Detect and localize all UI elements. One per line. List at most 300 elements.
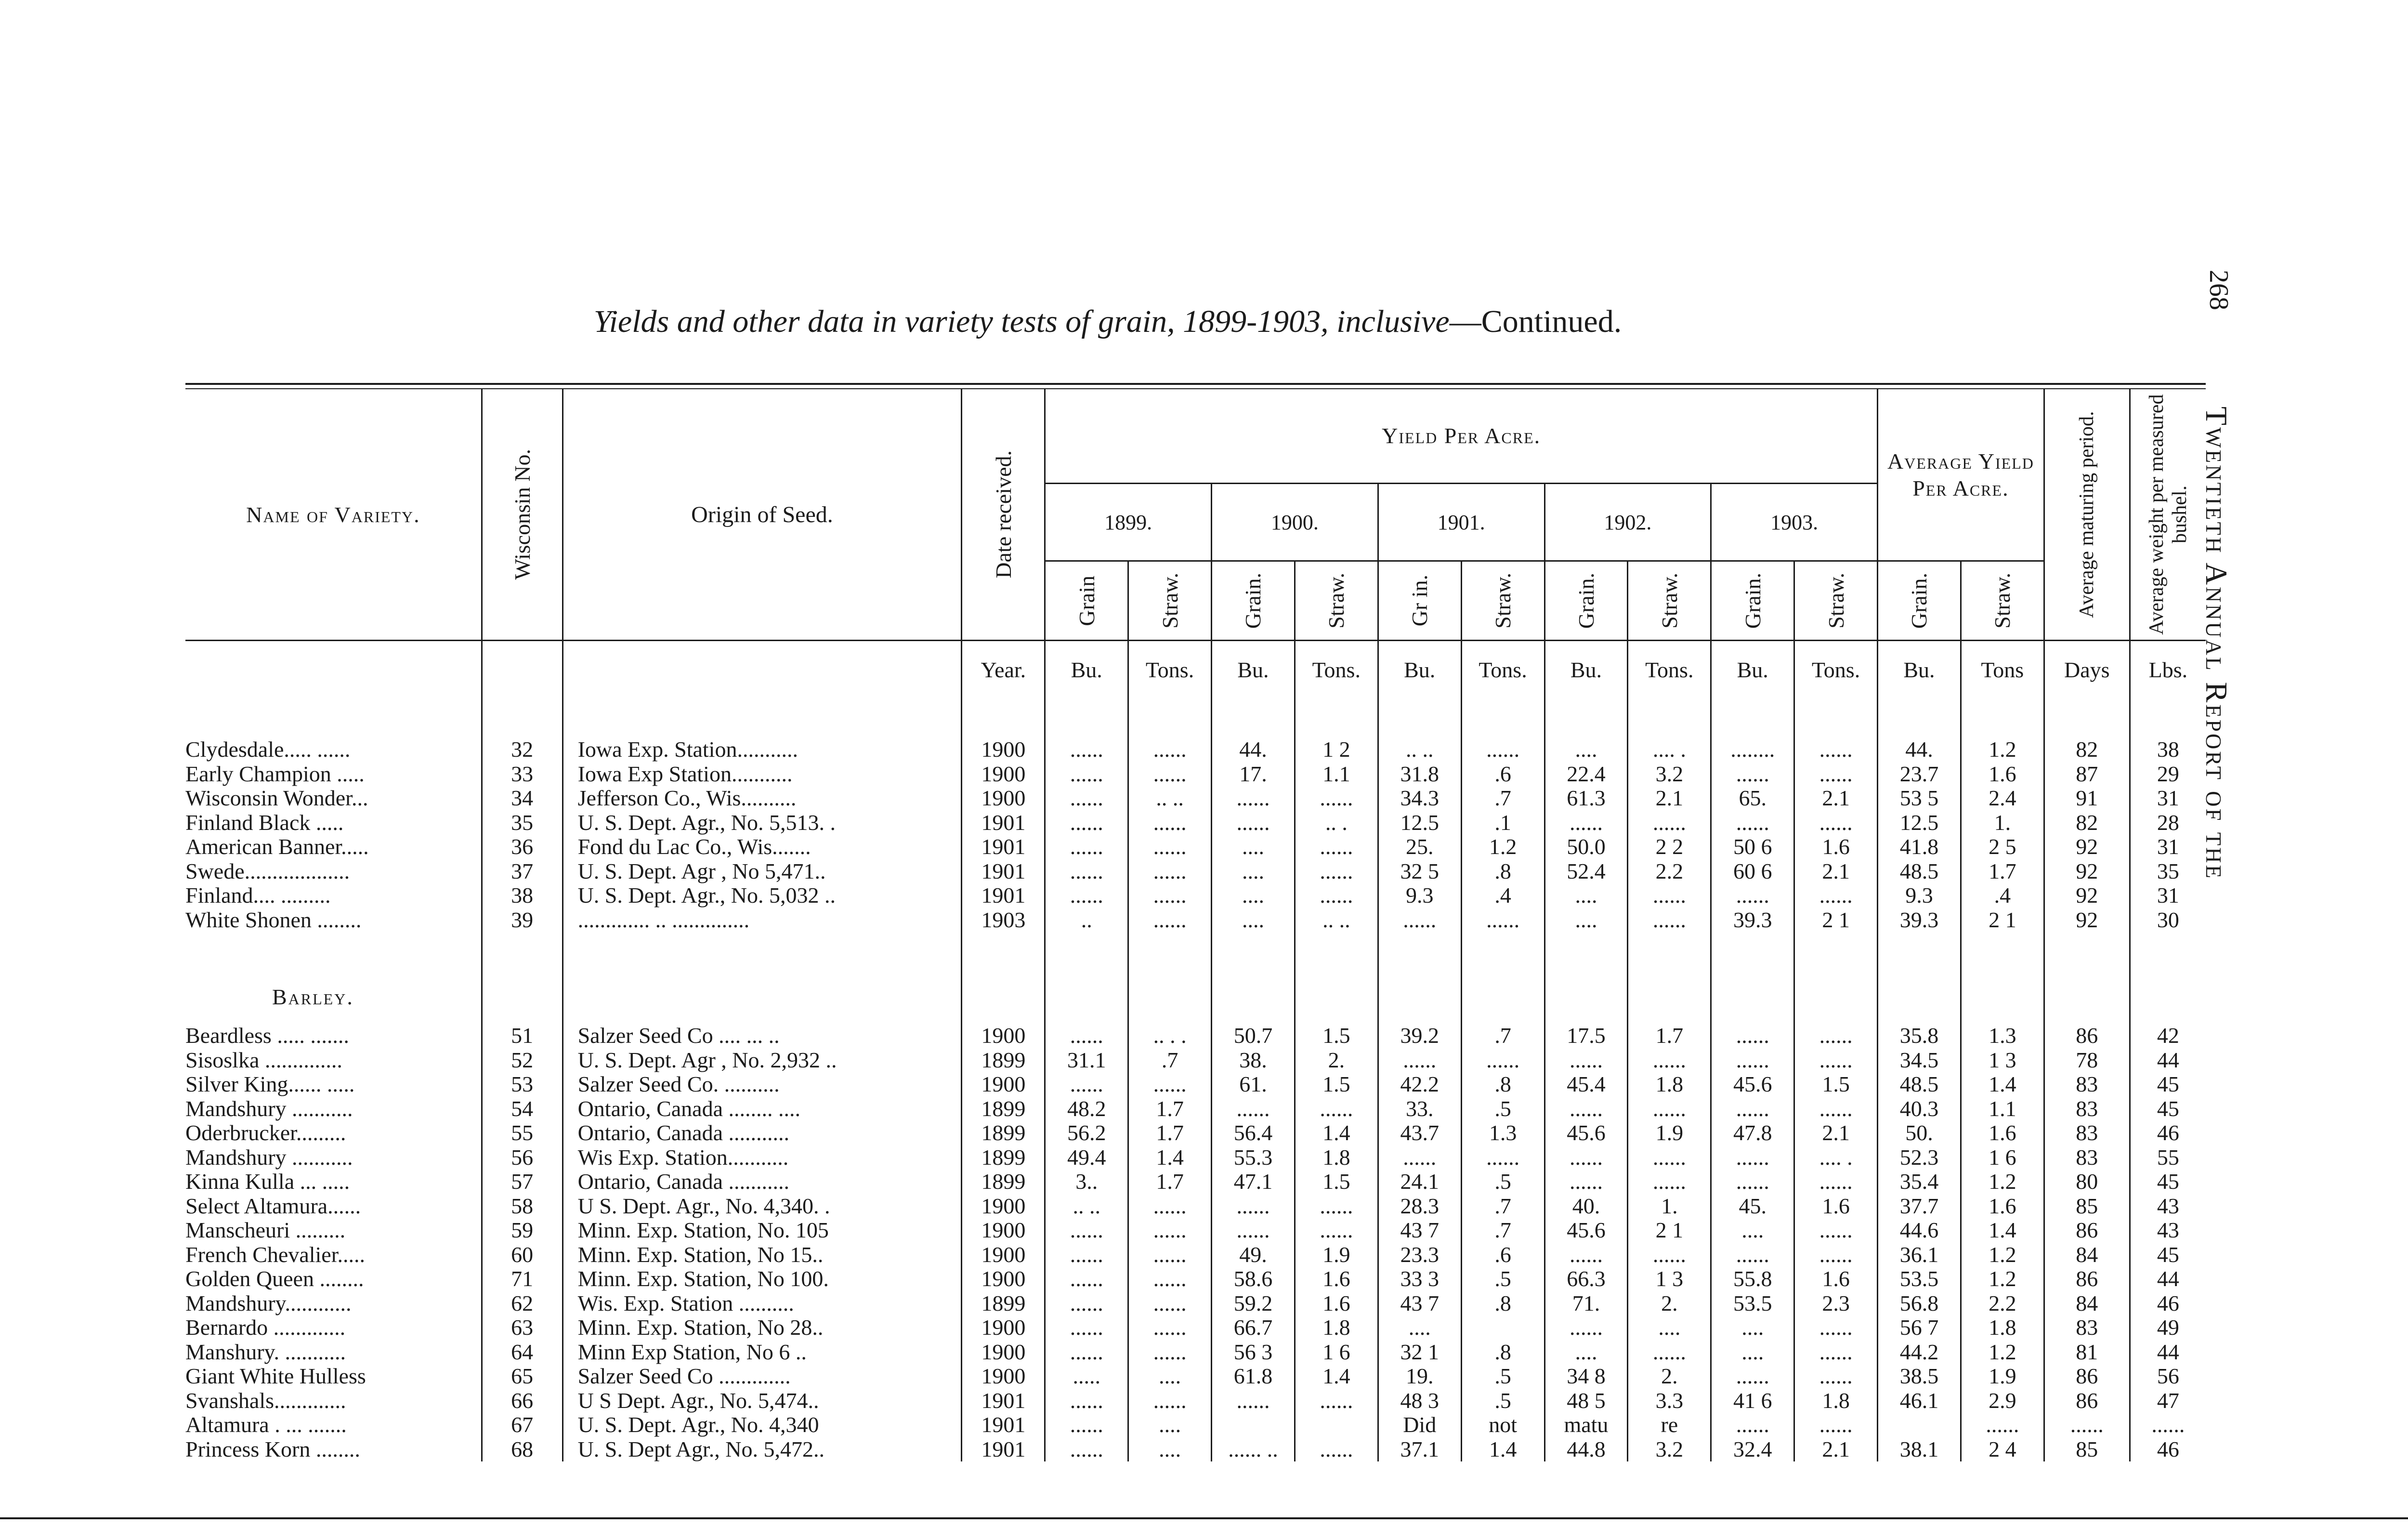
cell-weight-lbs: 55 — [2130, 1145, 2206, 1170]
col-1901-grain — [1378, 561, 1461, 641]
spacer-cell — [1878, 699, 1961, 737]
cell-variety-name: Giant White Hulless — [185, 1364, 366, 1389]
cell-straw-1901: ...... — [1461, 1145, 1544, 1170]
cell-grain-1902: 50.0 — [1544, 835, 1628, 859]
cell-maturing-days: 92 — [2044, 883, 2130, 908]
cell-date-received: 1901 — [962, 1413, 1045, 1437]
cell-grain-1902: 66.3 — [1544, 1267, 1628, 1291]
cell-maturing-days: 87 — [2044, 762, 2130, 787]
cell-straw-1899: .7 — [1128, 1048, 1212, 1073]
cell-variety-name: Silver King...... ..... — [185, 1072, 355, 1097]
variety-table — [185, 389, 2206, 1461]
cell-wisconsin-no: 65 — [482, 1364, 563, 1389]
cell-straw-1903: ...... — [1794, 811, 1878, 835]
cell-straw-1900: ...... — [1295, 786, 1378, 811]
cell-grain-1901: Did — [1378, 1413, 1461, 1437]
cell-grain-1903: ...... — [1711, 811, 1794, 835]
cell-maturing-days: 83 — [2044, 1121, 2130, 1145]
blank-cell — [482, 971, 563, 1024]
cell-straw-1903: 1.5 — [1794, 1072, 1878, 1097]
unit-1901-bu: Bu. — [1378, 641, 1461, 699]
cell-straw-1901: .8 — [1461, 1291, 1544, 1316]
cell-straw-1902: 1.8 — [1628, 1072, 1711, 1097]
cell-straw-1901: .7 — [1461, 786, 1544, 811]
cell-straw-1902: 3.2 — [1628, 762, 1711, 787]
cell-straw-1903: 2.3 — [1794, 1291, 1878, 1316]
cell-maturing-days: 85 — [2044, 1437, 2130, 1462]
cell-straw-1900: ...... — [1295, 859, 1378, 884]
cell-origin: Salzer Seed Co. .......... — [563, 1072, 962, 1097]
cell-date-received: 1900 — [962, 1243, 1045, 1267]
blank-cell — [1628, 971, 1711, 1024]
blank-cell — [1295, 971, 1378, 1024]
cell-origin: Iowa Exp. Station........... — [563, 737, 962, 762]
cell-grain-1903: ...... — [1711, 1364, 1794, 1389]
cell-date-received: 1900 — [962, 1218, 1045, 1243]
cell-avg-straw: 1. — [1961, 811, 2044, 835]
unit-1903-bu: Bu. — [1711, 641, 1794, 699]
cell-grain-1900: 61. — [1212, 1072, 1295, 1097]
cell-grain-1899: ...... — [1045, 883, 1128, 908]
cell-maturing-days: 86 — [2044, 1364, 2130, 1389]
cell-straw-1903: 2.1 — [1794, 786, 1878, 811]
cell-grain-1899: 31.1 — [1045, 1048, 1128, 1073]
cell-straw-1902: .... — [1628, 1316, 1711, 1340]
cell-straw-1903: ...... — [1794, 883, 1878, 908]
cell-variety-name: Oderbrucker......... — [185, 1121, 346, 1145]
table-row — [185, 1097, 2206, 1121]
cell-variety-name: Bernardo ............. — [185, 1316, 346, 1340]
cell-origin: Minn. Exp. Station, No 15.. — [563, 1243, 962, 1267]
table-row — [185, 1316, 2206, 1340]
cell-variety-name: Mandshury ........... — [185, 1145, 353, 1170]
cell-grain-1902: .... — [1544, 737, 1628, 762]
cell-weight-lbs: 44 — [2130, 1267, 2206, 1291]
running-title: Twentieth Annual Report of the — [2199, 407, 2234, 881]
cell-grain-1900 — [1212, 1413, 1295, 1437]
spacer-cell — [1212, 699, 1295, 737]
cell-wisconsin-no: 60 — [482, 1243, 563, 1267]
cell-grain-1902: ...... — [1544, 1145, 1628, 1170]
cell-straw-1902: ...... — [1628, 1048, 1711, 1073]
cell-grain-1902: .... — [1544, 1340, 1628, 1365]
cell-maturing-days: 83 — [2044, 1145, 2130, 1170]
cell-variety-name: Early Champion ..... — [185, 762, 365, 786]
cell-grain-1899: ...... — [1045, 762, 1128, 787]
cell-weight-lbs: 42 — [2130, 1024, 2206, 1048]
table-row — [185, 1218, 2206, 1243]
cell-straw-1902: 2.1 — [1628, 786, 1711, 811]
cell-maturing-days: 82 — [2044, 811, 2130, 835]
cell-grain-1902: 61.3 — [1544, 786, 1628, 811]
cell-origin: Minn. Exp. Station, No 28.. — [563, 1316, 962, 1340]
cell-straw-1901: .5 — [1461, 1170, 1544, 1194]
cell-grain-1901: 31.8 — [1378, 762, 1461, 787]
col-1900-grain-label: Grain. — [1241, 573, 1266, 629]
cell-variety-name: Clydesdale..... ...... — [185, 737, 351, 762]
spacer-cell — [1961, 699, 2044, 737]
cell-straw-1899: ...... — [1128, 1218, 1212, 1243]
cell-straw-1903: ...... — [1794, 1097, 1878, 1121]
cell-avg-grain: 44. — [1878, 737, 1961, 762]
cell-origin: Iowa Exp Station........... — [563, 762, 962, 787]
cell-grain-1903: ...... — [1711, 1413, 1794, 1437]
cell-straw-1903: 1.8 — [1794, 1389, 1878, 1413]
col-1900-straw-label: Straw. — [1324, 573, 1349, 629]
cell-origin: Fond du Lac Co., Wis....... — [563, 835, 962, 859]
cell-grain-1902: .... — [1544, 883, 1628, 908]
col-avg-weight-label: Average weight per measured bushel. — [2145, 394, 2191, 635]
blank-cell — [1544, 932, 1628, 971]
cell-weight-lbs: 45 — [2130, 1072, 2206, 1097]
cell-grain-1899: ...... — [1045, 786, 1128, 811]
cell-origin: Minn. Exp. Station, No 100. — [563, 1267, 962, 1291]
table-row — [185, 1364, 2206, 1389]
cell-grain-1902: 17.5 — [1544, 1024, 1628, 1048]
unit-blank-no — [482, 641, 563, 699]
cell-straw-1899: .... — [1128, 1364, 1212, 1389]
cell-wisconsin-no: 52 — [482, 1048, 563, 1073]
cell-grain-1900: 61.8 — [1212, 1364, 1295, 1389]
cell-wisconsin-no: 62 — [482, 1291, 563, 1316]
unit-avg-bu: Bu. — [1878, 641, 1961, 699]
cell-grain-1903: ........ — [1711, 737, 1794, 762]
cell-grain-1901: 24.1 — [1378, 1170, 1461, 1194]
cell-grain-1903: ...... — [1711, 1097, 1794, 1121]
cell-wisconsin-no: 55 — [482, 1121, 563, 1145]
spacer-cell — [2130, 699, 2206, 737]
cell-avg-straw: 2.9 — [1961, 1389, 2044, 1413]
cell-maturing-days: 83 — [2044, 1097, 2130, 1121]
cell-grain-1902: 48 5 — [1544, 1389, 1628, 1413]
spacer-cell — [1711, 699, 1794, 737]
cell-grain-1899: ...... — [1045, 1340, 1128, 1365]
blank-cell — [2044, 971, 2130, 1024]
cell-grain-1900: 58.6 — [1212, 1267, 1295, 1291]
cell-date-received: 1903 — [962, 908, 1045, 933]
cell-straw-1901: 1.3 — [1461, 1121, 1544, 1145]
cell-weight-lbs: 45 — [2130, 1097, 2206, 1121]
cell-variety-name: Swede................... — [185, 859, 350, 883]
cell-grain-1899: ...... — [1045, 835, 1128, 859]
cell-straw-1902: 2. — [1628, 1291, 1711, 1316]
cell-grain-1901: 42.2 — [1378, 1072, 1461, 1097]
table-row — [185, 737, 2206, 762]
cell-straw-1902: ...... — [1628, 1170, 1711, 1194]
cell-wisconsin-no: 54 — [482, 1097, 563, 1121]
cell-avg-grain: 44.6 — [1878, 1218, 1961, 1243]
cell-date-received: 1899 — [962, 1170, 1045, 1194]
cell-wisconsin-no: 67 — [482, 1413, 563, 1437]
col-avg-straw-label: Straw. — [1990, 573, 2015, 629]
cell-origin: U S Dept. Agr., No. 5,474.. — [563, 1389, 962, 1413]
blank-cell — [1212, 971, 1295, 1024]
blank-cell — [1961, 971, 2044, 1024]
cell-grain-1902: ...... — [1544, 1097, 1628, 1121]
cell-origin: Ontario, Canada ........... — [563, 1170, 962, 1194]
cell-grain-1901: 9.3 — [1378, 883, 1461, 908]
col-1901-straw-label: Straw. — [1491, 573, 1516, 629]
cell-straw-1903: ...... — [1794, 1316, 1878, 1340]
col-date-received — [962, 389, 1045, 641]
cell-weight-lbs: 31 — [2130, 786, 2206, 811]
cell-variety-name: Beardless ..... ....... — [185, 1024, 349, 1048]
cell-grain-1901: 43.7 — [1378, 1121, 1461, 1145]
cell-origin: Wis. Exp. Station .......... — [563, 1291, 962, 1316]
cell-avg-straw: 2 4 — [1961, 1437, 2044, 1462]
cell-avg-grain: 9.3 — [1878, 883, 1961, 908]
cell-date-received: 1899 — [962, 1291, 1045, 1316]
col-1903-grain-label: Grain. — [1740, 573, 1765, 629]
unit-1899-bu: Bu. — [1045, 641, 1128, 699]
cell-grain-1899: .. — [1045, 908, 1128, 933]
col-1901-grain-label: Gr in. — [1407, 575, 1432, 627]
cell-origin: U. S. Dept. Agr., No. 4,340 — [563, 1413, 962, 1437]
col-year-1899: 1899. — [1045, 483, 1212, 561]
table-title-italic: Yields and other data in variety tests of grain, 1899-1903, inclusive — [593, 304, 1450, 339]
cell-straw-1902: ...... — [1628, 1145, 1711, 1170]
spacer-cell — [563, 699, 962, 737]
cell-grain-1899: .. .. — [1045, 1194, 1128, 1219]
cell-straw-1901: .7 — [1461, 1218, 1544, 1243]
cell-grain-1899: 3.. — [1045, 1170, 1128, 1194]
cell-straw-1900: 1.5 — [1295, 1024, 1378, 1048]
cell-variety-name: Princess Korn ........ — [185, 1437, 360, 1461]
table-row — [185, 1072, 2206, 1097]
col-1902-grain-label: Grain. — [1573, 573, 1598, 629]
table-row — [185, 835, 2206, 859]
cell-grain-1903: 41 6 — [1711, 1389, 1794, 1413]
cell-grain-1902: 52.4 — [1544, 859, 1628, 884]
cell-avg-straw: 2.4 — [1961, 786, 2044, 811]
cell-weight-lbs: 29 — [2130, 762, 2206, 787]
unit-1900-bu: Bu. — [1212, 641, 1295, 699]
cell-maturing-days: 84 — [2044, 1243, 2130, 1267]
cell-date-received: 1900 — [962, 786, 1045, 811]
cell-avg-grain: 35.4 — [1878, 1170, 1961, 1194]
cell-variety-name: Svanshals............. — [185, 1388, 346, 1413]
cell-avg-straw: 1.4 — [1961, 1072, 2044, 1097]
cell-wisconsin-no: 71 — [482, 1267, 563, 1291]
cell-straw-1902: 1.7 — [1628, 1024, 1711, 1048]
col-name-of-variety: Name of Variety. — [185, 389, 482, 641]
cell-grain-1903: 55.8 — [1711, 1267, 1794, 1291]
cell-maturing-days: 92 — [2044, 859, 2130, 884]
cell-date-received: 1899 — [962, 1145, 1045, 1170]
cell-straw-1900: 1.8 — [1295, 1145, 1378, 1170]
table-row — [185, 1121, 2206, 1145]
cell-straw-1903: ...... — [1794, 737, 1878, 762]
cell-grain-1901: 28.3 — [1378, 1194, 1461, 1219]
cell-straw-1899: ...... — [1128, 859, 1212, 884]
cell-grain-1902: 45.4 — [1544, 1072, 1628, 1097]
table-row — [185, 908, 2206, 933]
col-1902-straw-label: Straw. — [1657, 573, 1682, 629]
cell-date-received: 1899 — [962, 1121, 1045, 1145]
table-row — [185, 1145, 2206, 1170]
cell-grain-1900: 44. — [1212, 737, 1295, 762]
cell-grain-1903: 45.6 — [1711, 1072, 1794, 1097]
table-row — [185, 1194, 2206, 1219]
blank-cell — [1128, 971, 1212, 1024]
cell-weight-lbs: 31 — [2130, 883, 2206, 908]
cell-straw-1901: ...... — [1461, 737, 1544, 762]
cell-grain-1900: 38. — [1212, 1048, 1295, 1073]
cell-straw-1899: ...... — [1128, 1194, 1212, 1219]
cell-date-received: 1901 — [962, 859, 1045, 884]
cell-variety-name: Finland Black ..... — [185, 810, 344, 835]
cell-straw-1899: ...... — [1128, 737, 1212, 762]
table-row — [185, 1170, 2206, 1194]
cell-straw-1901: .1 — [1461, 811, 1544, 835]
cell-origin: U. S. Dept Agr., No. 5,472.. — [563, 1437, 962, 1462]
cell-grain-1899: ...... — [1045, 1072, 1128, 1097]
top-rule — [185, 383, 2206, 385]
col-1902-grain — [1544, 561, 1628, 641]
cell-wisconsin-no: 38 — [482, 883, 563, 908]
spacer-cell — [962, 699, 1045, 737]
blank-cell — [1461, 932, 1544, 971]
cell-grain-1902: 40. — [1544, 1194, 1628, 1219]
cell-grain-1899: ..... — [1045, 1364, 1128, 1389]
cell-wisconsin-no: 33 — [482, 762, 563, 787]
col-avg-weight — [2130, 389, 2206, 641]
cell-date-received: 1900 — [962, 762, 1045, 787]
cell-date-received: 1900 — [962, 1364, 1045, 1389]
col-date-received-label: Date received. — [991, 450, 1016, 579]
blank-cell — [1628, 932, 1711, 971]
cell-straw-1903: ...... — [1794, 1243, 1878, 1267]
spacer-cell — [482, 699, 563, 737]
table-title-continued: —Continued. — [1449, 304, 1622, 339]
cell-straw-1900: .. .. — [1295, 908, 1378, 933]
cell-grain-1901: 32 5 — [1378, 859, 1461, 884]
unit-1900-tons: Tons. — [1295, 641, 1378, 699]
cell-straw-1900: ...... — [1295, 835, 1378, 859]
cell-weight-lbs: 46 — [2130, 1121, 2206, 1145]
table-row — [185, 1048, 2206, 1073]
cell-grain-1902: .... — [1544, 908, 1628, 933]
col-wisconsin-no-label: Wisconsin No. — [510, 449, 535, 580]
cell-avg-straw: 1.1 — [1961, 1097, 2044, 1121]
cell-wisconsin-no: 35 — [482, 811, 563, 835]
cell-avg-grain: 52.3 — [1878, 1145, 1961, 1170]
blank-cell — [1878, 971, 1961, 1024]
section-heading: Barley. — [272, 985, 354, 1009]
cell-straw-1903: .... . — [1794, 1145, 1878, 1170]
cell-straw-1899: ...... — [1128, 811, 1212, 835]
cell-grain-1899: ...... — [1045, 737, 1128, 762]
cell-straw-1903: ...... — [1794, 1048, 1878, 1073]
cell-grain-1902: 22.4 — [1544, 762, 1628, 787]
cell-avg-grain: 48.5 — [1878, 1072, 1961, 1097]
cell-straw-1900: ...... — [1295, 1218, 1378, 1243]
cell-avg-straw: 1.7 — [1961, 859, 2044, 884]
cell-grain-1901: ...... — [1378, 1048, 1461, 1073]
col-wisconsin-no — [482, 389, 563, 641]
blank-cell — [962, 971, 1045, 1024]
cell-straw-1899: 1.4 — [1128, 1145, 1212, 1170]
cell-origin: Ontario, Canada ........... — [563, 1121, 962, 1145]
cell-grain-1903: ...... — [1711, 1243, 1794, 1267]
spacer-row-top — [185, 699, 2206, 737]
cell-straw-1902: 3.2 — [1628, 1437, 1711, 1462]
cell-straw-1901: 1.2 — [1461, 835, 1544, 859]
cell-straw-1899: ...... — [1128, 1316, 1212, 1340]
cell-straw-1903: ...... — [1794, 1024, 1878, 1048]
cell-grain-1901: ...... — [1378, 908, 1461, 933]
cell-straw-1901: .4 — [1461, 883, 1544, 908]
spacer-cell — [2044, 699, 2130, 737]
table-row — [185, 811, 2206, 835]
cell-maturing-days: 83 — [2044, 1316, 2130, 1340]
cell-weight-lbs: 49 — [2130, 1316, 2206, 1340]
cell-straw-1900: 1.6 — [1295, 1291, 1378, 1316]
spacer-cell — [1628, 699, 1711, 737]
cell-straw-1903: ...... — [1794, 1413, 1878, 1437]
unit-1902-tons: Tons. — [1628, 641, 1711, 699]
cell-grain-1900: 47.1 — [1212, 1170, 1295, 1194]
cell-origin: U. S. Dept. Agr , No 5,471.. — [563, 859, 962, 884]
cell-straw-1903: ...... — [1794, 1218, 1878, 1243]
col-1903-straw-label: Straw. — [1823, 573, 1848, 629]
unit-days: Days — [2044, 641, 2130, 699]
cell-grain-1902: ...... — [1544, 1243, 1628, 1267]
blank-cell — [1461, 971, 1544, 1024]
cell-straw-1900: ...... — [1295, 1194, 1378, 1219]
cell-wisconsin-no: 36 — [482, 835, 563, 859]
unit-lbs: Lbs. — [2130, 641, 2206, 699]
cell-grain-1903: ...... — [1711, 1048, 1794, 1073]
cell-straw-1901 — [1461, 1316, 1544, 1340]
unit-blank-origin — [563, 641, 962, 699]
cell-avg-grain: 41.8 — [1878, 835, 1961, 859]
cell-grain-1903: 47.8 — [1711, 1121, 1794, 1145]
cell-grain-1903: 50 6 — [1711, 835, 1794, 859]
table-row — [185, 1437, 2206, 1462]
blank-cell — [962, 932, 1045, 971]
cell-variety-name: Kinna Kulla ... ..... — [185, 1170, 350, 1194]
cell-straw-1901: ...... — [1461, 908, 1544, 933]
cell-straw-1903: 2.1 — [1794, 859, 1878, 884]
cell-wisconsin-no: 58 — [482, 1194, 563, 1219]
blank-cell — [1045, 971, 1128, 1024]
cell-variety-name: Wisconsin Wonder... — [185, 786, 368, 811]
cell-weight-lbs: 38 — [2130, 737, 2206, 762]
cell-wisconsin-no: 56 — [482, 1145, 563, 1170]
table-row — [185, 883, 2206, 908]
cell-straw-1901: .8 — [1461, 1072, 1544, 1097]
cell-straw-1900: ...... — [1295, 1097, 1378, 1121]
cell-grain-1901: .. .. — [1378, 737, 1461, 762]
cell-straw-1900: .. . — [1295, 811, 1378, 835]
table-row — [185, 1413, 2206, 1437]
col-1899-straw — [1128, 561, 1212, 641]
unit-1899-tons: Tons. — [1128, 641, 1212, 699]
cell-straw-1900: ...... — [1295, 883, 1378, 908]
cell-grain-1900: 50.7 — [1212, 1024, 1295, 1048]
col-avg-grain — [1878, 561, 1961, 641]
cell-straw-1902: ...... — [1628, 811, 1711, 835]
cell-grain-1903: .... — [1711, 1340, 1794, 1365]
bottom-rule — [0, 1517, 2408, 1519]
cell-avg-straw: 1.2 — [1961, 737, 2044, 762]
cell-straw-1903: 1.6 — [1794, 835, 1878, 859]
cell-grain-1900: .... — [1212, 835, 1295, 859]
col-origin-of-seed: Origin of Seed. — [563, 389, 962, 641]
blank-cell — [482, 932, 563, 971]
table-row — [185, 786, 2206, 811]
